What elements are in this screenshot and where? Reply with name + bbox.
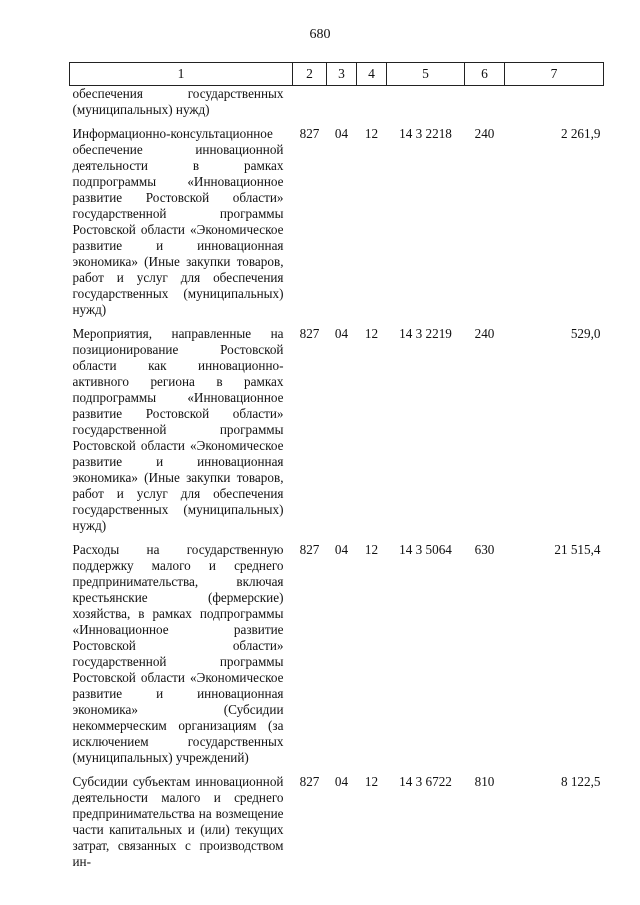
column-header-2: 2 bbox=[293, 63, 327, 86]
row-amount: 21 515,4 bbox=[554, 542, 601, 557]
row-description: Мероприятия, направленные на позиционирование Ростовской области как инновационно-активного региона в рамках подпрограммы «Инновационное развитие Ростовской области» государственной программы Ростовской области «Экономическое развитие и инновационная экономика» (Иные закупки товаров, работ и услуг для обеспечения государственных (муниципальных) нужд) bbox=[72, 326, 284, 533]
column-header-1: 1 bbox=[70, 63, 293, 86]
row-expense-type: 240 bbox=[474, 326, 495, 341]
row-description: Информационно-консультационное обеспечение инновационной деятельности в рамках подпрограммы «Инновационное развитие Ростовской области» государственной программы Ростовской области «Экономическое развитие и инновационная экономика» (Иные закупки товаров, работ и услуг для обеспечения государственных (муниципальных) нужд) bbox=[72, 126, 284, 317]
column-header-6: 6 bbox=[465, 63, 505, 86]
row-ministry-code: 827 bbox=[299, 542, 320, 557]
row-expense-type: 810 bbox=[474, 774, 495, 789]
row-subsection-code: 12 bbox=[364, 542, 379, 557]
row-subsection-code: 12 bbox=[364, 126, 379, 141]
table-row bbox=[70, 118, 604, 318]
column-header-3: 3 bbox=[327, 63, 357, 86]
row-target-article: 14 3 6722 bbox=[399, 774, 452, 789]
row-target-article: 14 3 2218 bbox=[399, 126, 452, 141]
column-header-4: 4 bbox=[357, 63, 387, 86]
row-target-article: 14 3 5064 bbox=[399, 542, 452, 557]
row-amount: 529,0 bbox=[570, 326, 601, 341]
row-description: обеспечения государственных (муниципальных) нужд) bbox=[72, 86, 284, 117]
row-description: Субсидии субъектам инновационной деятельности малого и среднего предпринимательства на возмещение части капитальных и (или) текущих затрат, связанных с производством ин- bbox=[72, 774, 284, 869]
row-amount: 2 261,9 bbox=[560, 126, 601, 141]
row-expense-type: 630 bbox=[474, 542, 495, 557]
budget-table bbox=[69, 62, 604, 870]
row-expense-type: 240 bbox=[474, 126, 495, 141]
column-header-7: 7 bbox=[505, 63, 604, 86]
table-row bbox=[70, 318, 604, 534]
row-description: Расходы на государственную поддержку малого и среднего предпринимательства, включая крестьянские (фермерские) хозяйства, в рамках подпрограммы «Инновационное развитие Ростовской области» государственной программы Ростовской области «Экономическое развитие и инновационная экономика» (Субсидии некоммерческим организациям (за исключением государственных (муниципальных) учреждений) bbox=[72, 542, 284, 765]
table-row bbox=[70, 766, 604, 870]
column-header-5: 5 bbox=[387, 63, 465, 86]
row-section-code: 04 bbox=[334, 542, 349, 557]
table-header bbox=[70, 63, 604, 86]
row-amount: 8 122,5 bbox=[560, 774, 601, 789]
page-number: 680 bbox=[309, 27, 331, 42]
table-row-continuation bbox=[70, 86, 604, 119]
row-ministry-code: 827 bbox=[299, 126, 320, 141]
row-ministry-code: 827 bbox=[299, 326, 320, 341]
row-section-code: 04 bbox=[334, 326, 349, 341]
row-ministry-code: 827 bbox=[299, 774, 320, 789]
row-subsection-code: 12 bbox=[364, 774, 379, 789]
row-target-article: 14 3 2219 bbox=[399, 326, 452, 341]
row-subsection-code: 12 bbox=[364, 326, 379, 341]
table-row bbox=[70, 534, 604, 766]
row-section-code: 04 bbox=[334, 126, 349, 141]
row-section-code: 04 bbox=[334, 774, 349, 789]
